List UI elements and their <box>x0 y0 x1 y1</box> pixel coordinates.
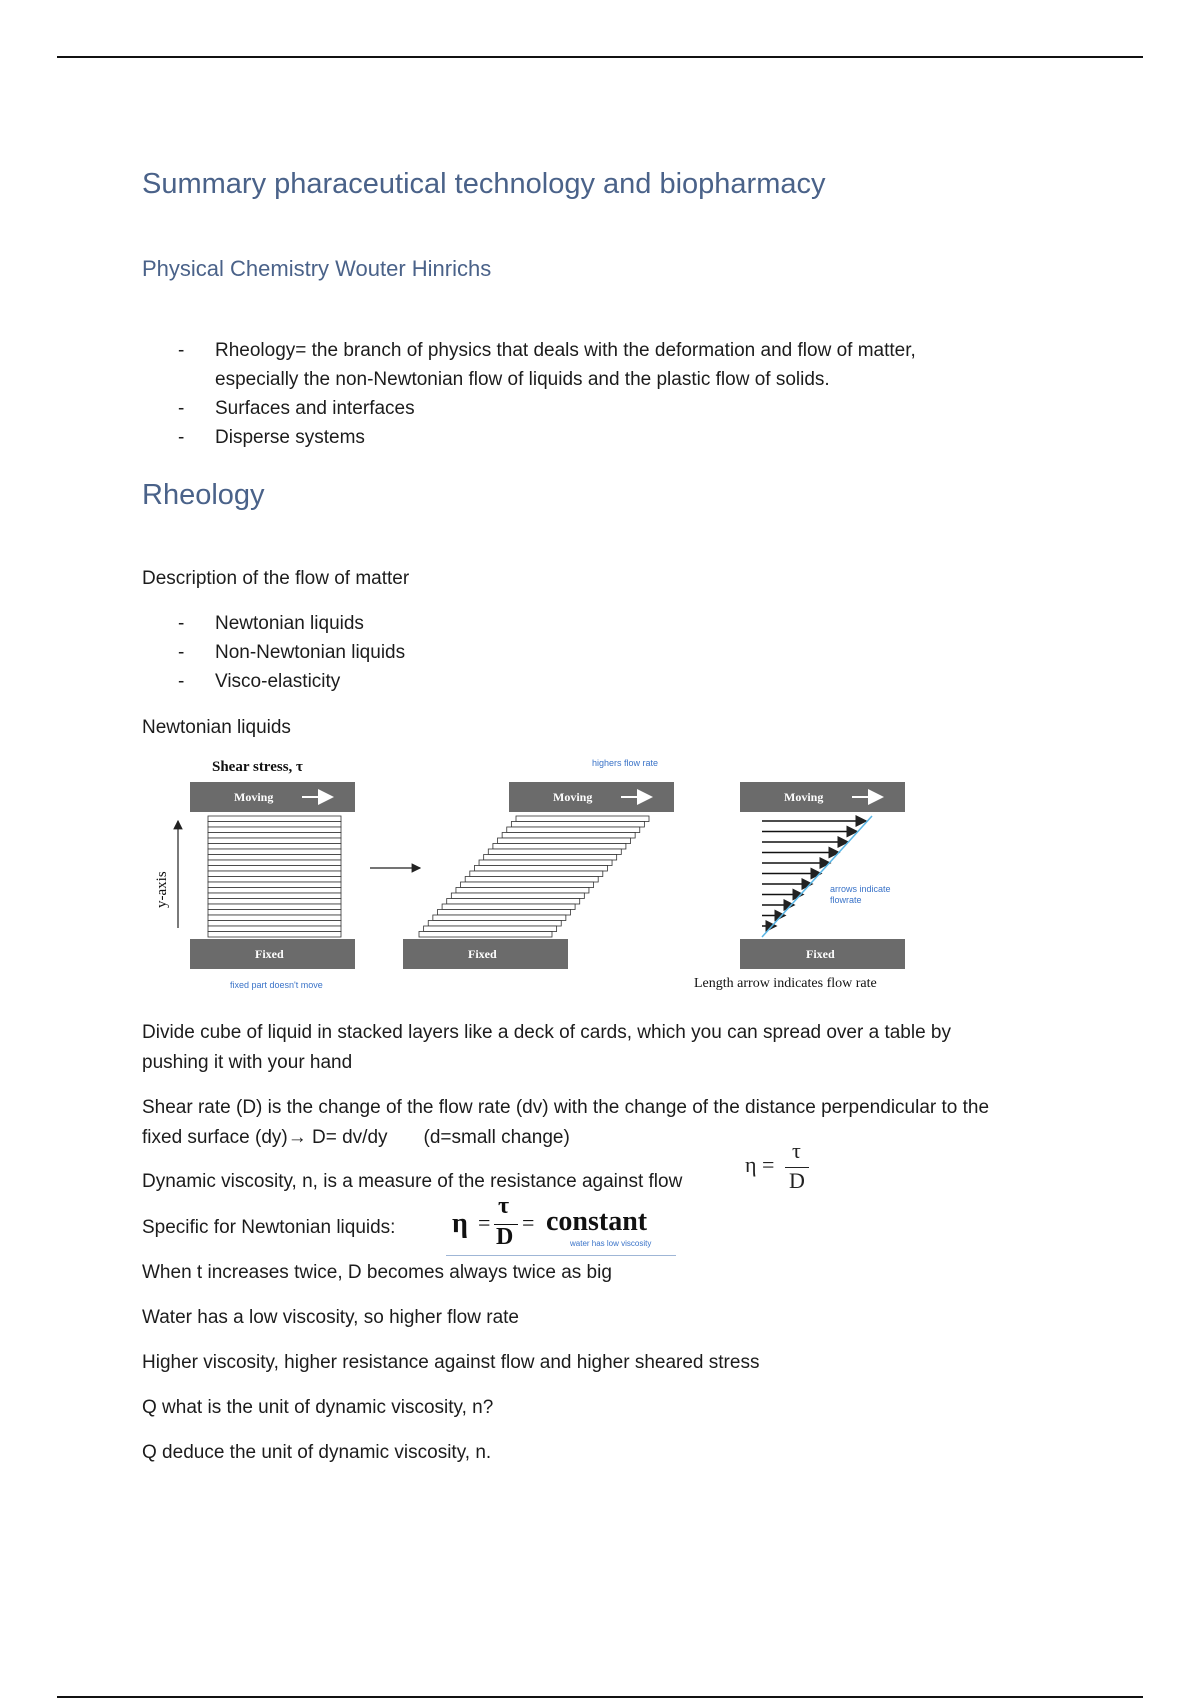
list-item: - Disperse systems <box>178 423 916 452</box>
liquid-layer <box>208 893 341 899</box>
sheared-layer <box>474 866 607 872</box>
sheared-layer <box>465 877 598 883</box>
fixed-plate-label: Fixed <box>806 947 835 961</box>
sheared-layer <box>433 915 566 921</box>
sheared-layer <box>461 882 594 888</box>
sheared-layer <box>419 932 552 938</box>
sheared-layer <box>456 888 589 894</box>
liquid-layer <box>208 855 341 861</box>
fixed-part-note: fixed part doesn't move <box>230 980 323 990</box>
velocity-profile-line <box>762 816 872 937</box>
y-axis-label: y-axis <box>154 871 170 908</box>
sheared-layer <box>502 833 635 839</box>
list-item: - Non-Newtonian liquids <box>178 638 405 667</box>
footer-rule <box>57 1696 1143 1698</box>
liquid-layer <box>208 866 341 872</box>
liquid-layer <box>208 844 341 850</box>
question-unit: Q what is the unit of dynamic viscosity, n? <box>142 1397 494 1418</box>
figure-caption: Length arrow indicates flow rate <box>694 976 877 991</box>
document-title: Summary pharaceutical technology and biopharmacy <box>142 168 826 200</box>
sheared-layer <box>488 849 621 855</box>
shear-flow-figure <box>140 748 940 998</box>
liquid-layer <box>208 838 341 844</box>
liquid-layer <box>208 849 341 855</box>
newtonian-specific-paragraph: Specific for Newtonian liquids: <box>142 1217 396 1238</box>
liquid-layer <box>208 816 341 822</box>
moving-plate-label: Moving <box>553 790 593 804</box>
sheared-layer <box>442 904 575 910</box>
intro-bullet-list <box>178 336 916 452</box>
arrows-note-line: arrows indicate <box>830 884 891 894</box>
velocity-arrows <box>762 821 866 926</box>
sheared-layer <box>516 816 649 822</box>
section-heading: Rheology <box>142 479 265 511</box>
liquid-layer <box>208 915 341 921</box>
moving-plate-label: Moving <box>784 790 824 804</box>
arrows-note-line: flowrate <box>830 895 862 905</box>
sheared-layer <box>498 838 631 844</box>
shear-stress-label: Shear stress, τ <box>212 759 303 775</box>
sheared-layer <box>479 860 612 866</box>
sheared-layer <box>424 926 557 932</box>
liquid-layer <box>208 926 341 932</box>
fixed-plate-label: Fixed <box>255 947 284 961</box>
shear-rate-paragraph: Shear rate (D) is the change of the flow rate (dv) with the change of the distance perpendicular to the fixed surface (dy)→ D= dv/dy (d=small change) <box>142 1097 990 1148</box>
liquid-layer <box>208 860 341 866</box>
flow-rate-note: highers flow rate <box>592 758 659 768</box>
liquid-layers <box>208 816 341 937</box>
liquid-layer <box>208 877 341 883</box>
document-subtitle: Physical Chemistry Wouter Hinrichs <box>142 256 492 281</box>
sheared-layer <box>511 822 644 828</box>
liquid-layer <box>208 827 341 833</box>
liquid-layer <box>208 910 341 916</box>
arrows-note <box>830 884 891 905</box>
sheared-layer <box>493 844 626 850</box>
shear-note: (d=small change) <box>423 1127 570 1148</box>
fixed-plate-label: Fixed <box>468 947 497 961</box>
newtonian-constant-formula: η = τ D = constant water has low viscosity <box>446 1193 676 1257</box>
deck-paragraph: Divide cube of liquid in stacked layers like a deck of cards, which you can spread over a table by pushing it with your hand <box>142 1022 951 1073</box>
list-item: - Rheology= the branch of physics that deals with the deformation and flow of matter, especially the non-Newtonian flow of liquids and the plastic flow of solids. <box>178 336 916 394</box>
formula-underline <box>446 1255 676 1256</box>
twice-paragraph: When t increases twice, D becomes always twice as big <box>142 1262 612 1283</box>
sheared-layer <box>437 910 570 916</box>
header-rule <box>57 56 1143 58</box>
sheared-liquid-layers <box>419 816 649 937</box>
liquid-layer <box>208 888 341 894</box>
sheared-layer <box>484 855 617 861</box>
liquid-layer <box>208 871 341 877</box>
sheared-layer <box>470 871 603 877</box>
higher-viscosity-paragraph: Higher viscosity, higher resistance against flow and higher sheared stress <box>142 1352 760 1373</box>
liquid-layer <box>208 822 341 828</box>
list-item: - Surfaces and interfaces <box>178 394 916 423</box>
sheared-layer <box>507 827 640 833</box>
liquid-layer <box>208 833 341 839</box>
sheared-layer <box>428 921 561 927</box>
list-item: - Newtonian liquids <box>178 609 405 638</box>
liquid-layer <box>208 904 341 910</box>
sheared-layer <box>451 893 584 899</box>
flow-description: Description of the flow of matter <box>142 568 410 589</box>
liquid-layer <box>208 899 341 905</box>
list-item: - Visco-elasticity <box>178 667 405 696</box>
liquid-layer <box>208 921 341 927</box>
liquid-layer <box>208 932 341 938</box>
liquid-layer <box>208 882 341 888</box>
sheared-layer <box>447 899 580 905</box>
flow-bullet-list <box>178 609 405 696</box>
water-note: water has low viscosity <box>570 1239 652 1248</box>
dynamic-viscosity-paragraph: Dynamic viscosity, n, is a measure of the resistance against flow <box>142 1171 683 1192</box>
viscosity-formula: η = τ D <box>745 1138 825 1198</box>
moving-plate-label: Moving <box>234 790 274 804</box>
question-deduce: Q deduce the unit of dynamic viscosity, n. <box>142 1442 492 1463</box>
water-paragraph: Water has a low viscosity, so higher flow rate <box>142 1307 519 1328</box>
newtonian-heading: Newtonian liquids <box>142 717 291 738</box>
